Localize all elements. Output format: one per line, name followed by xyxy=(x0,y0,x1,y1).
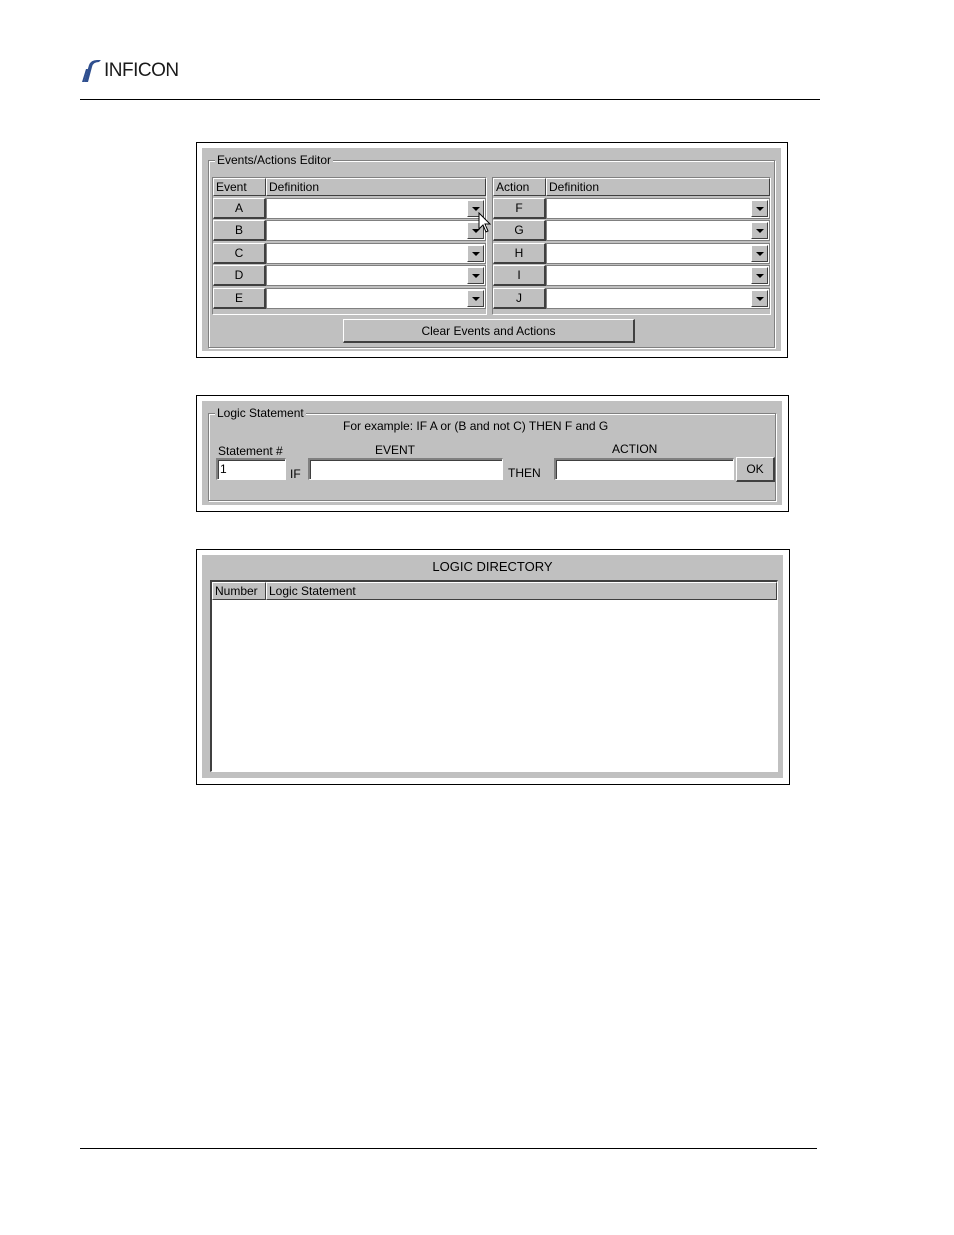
chevron-down-icon[interactable] xyxy=(751,200,768,217)
event-definition-header[interactable]: Definition xyxy=(266,178,486,196)
footer-rule xyxy=(80,1148,817,1149)
ok-button[interactable]: OK xyxy=(736,457,775,482)
action-h-definition[interactable] xyxy=(546,243,770,264)
event-row-d[interactable]: D xyxy=(213,265,266,286)
chevron-down-icon[interactable] xyxy=(467,267,484,284)
then-label: THEN xyxy=(508,466,541,480)
if-label: IF xyxy=(290,467,301,481)
events-actions-title: Events/Actions Editor xyxy=(217,153,332,167)
event-grid xyxy=(212,177,487,315)
action-label: ACTION xyxy=(612,442,658,456)
logic-directory-title: LOGIC DIRECTORY xyxy=(432,559,553,574)
clear-events-actions-button[interactable]: Clear Events and Actions xyxy=(343,319,635,343)
action-grid xyxy=(492,177,771,315)
action-row-j[interactable]: J xyxy=(493,288,546,309)
statement-number-label: Statement # xyxy=(218,444,283,458)
logic-example-text: For example: IF A or (B and not C) THEN F and G xyxy=(343,419,609,433)
events-actions-window xyxy=(196,142,788,358)
event-a-definition[interactable] xyxy=(266,198,486,219)
chevron-down-icon[interactable] xyxy=(467,290,484,307)
inficon-logo xyxy=(80,58,179,84)
action-g-definition[interactable] xyxy=(546,220,770,241)
chevron-down-icon[interactable] xyxy=(751,267,768,284)
chevron-down-icon[interactable] xyxy=(751,245,768,262)
action-definition-header[interactable]: Definition xyxy=(546,178,770,196)
logic-directory-list[interactable] xyxy=(210,580,778,772)
logic-statement-column-header[interactable]: Logic Statement xyxy=(266,582,777,600)
number-column-header[interactable]: Number xyxy=(212,582,266,600)
header-rule xyxy=(80,99,820,100)
action-column-header[interactable]: Action xyxy=(493,178,546,196)
logic-statement-window xyxy=(196,395,789,512)
chevron-down-icon[interactable] xyxy=(751,222,768,239)
event-row-e[interactable]: E xyxy=(213,288,266,309)
logic-statement-panel xyxy=(202,401,782,505)
action-f-definition[interactable] xyxy=(546,198,770,219)
logic-directory-window xyxy=(196,549,790,785)
event-c-definition[interactable] xyxy=(266,243,486,264)
logic-statement-title: Logic Statement xyxy=(217,406,304,420)
event-row-a[interactable]: A xyxy=(213,198,266,219)
events-actions-panel xyxy=(202,148,781,351)
event-d-definition[interactable] xyxy=(266,265,486,286)
event-expression-input[interactable] xyxy=(308,458,503,480)
event-row-c[interactable]: C xyxy=(213,243,266,264)
event-row-b[interactable]: B xyxy=(213,220,266,241)
event-column-header[interactable]: Event xyxy=(213,178,266,196)
statement-number-input[interactable]: 1 xyxy=(216,458,286,480)
inficon-logo-icon xyxy=(80,59,102,83)
action-i-definition[interactable] xyxy=(546,265,770,286)
action-expression-input[interactable] xyxy=(554,458,734,480)
chevron-down-icon[interactable] xyxy=(467,245,484,262)
event-e-definition[interactable] xyxy=(266,288,486,309)
event-b-definition[interactable] xyxy=(266,220,486,241)
chevron-down-icon[interactable] xyxy=(751,290,768,307)
action-j-definition[interactable] xyxy=(546,288,770,309)
action-row-i[interactable]: I xyxy=(493,265,546,286)
brand-name: INFICON xyxy=(104,60,179,81)
action-row-h[interactable]: H xyxy=(493,243,546,264)
mouse-pointer-icon xyxy=(478,212,492,234)
event-label: EVENT xyxy=(375,443,416,457)
action-row-g[interactable]: G xyxy=(493,220,546,241)
logic-directory-panel xyxy=(202,555,783,778)
action-row-f[interactable]: F xyxy=(493,198,546,219)
